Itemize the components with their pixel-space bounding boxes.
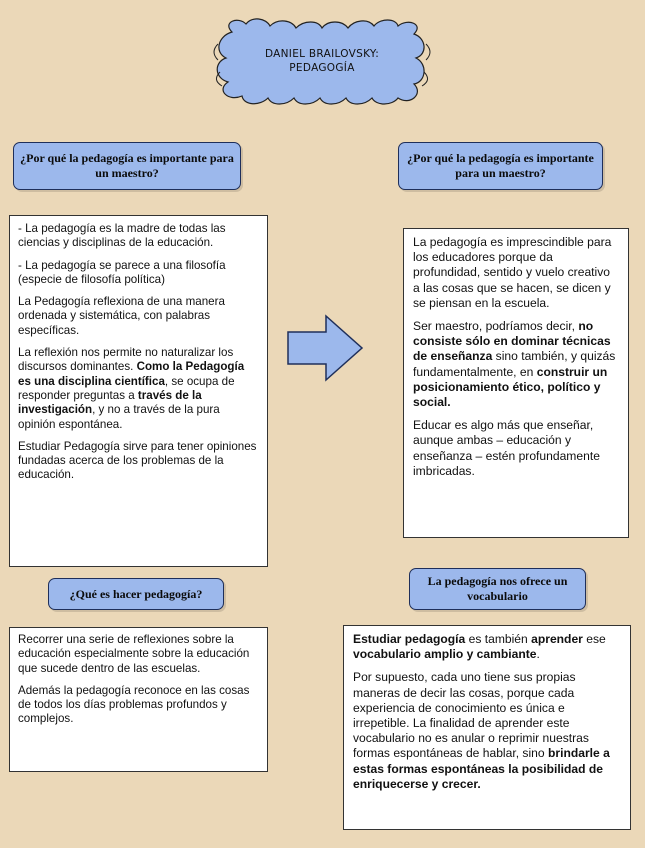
- right-header: ¿Por qué la pedagogía es importante para un maestro?: [398, 142, 603, 190]
- left-p1: - La pedagogía es la madre de todas las ciencias y disciplinas de la educación.: [18, 222, 226, 250]
- right-content-box: [403, 228, 629, 538]
- left-p3: La Pedagogía reflexiona de una manera ordenada y sistemática, con palabras específicas.: [18, 295, 225, 337]
- bottom-left-content-box: [9, 627, 268, 772]
- left-p4: La reflexión nos permite no naturalizar los discursos dominantes. Como la Pedagogía es una disciplina científica, se ocupa de responder preguntas a través de la investigación, y no a través de la pura opinión espontánea.: [18, 346, 245, 431]
- right-arrow-icon: [286, 314, 364, 387]
- right-p1: La pedagogía es imprescindible para los educadores porque da profundidad, sentido y vuelo creativo a las cosas que se hacen, se dicen y se piensan en la escuela.: [413, 235, 612, 310]
- left-p5: Estudiar Pedagogía sirve para tener opiniones fundadas acerca de los problemas de la educación.: [18, 439, 257, 482]
- left-p2: - La pedagogía se parece a una filosofía (especie de filosofía política): [18, 258, 226, 286]
- bottom-left-header: ¿Qué es hacer pedagogía?: [48, 578, 224, 610]
- title-banner: [208, 14, 436, 108]
- bottom-left-p2: Además la pedagogía reconoce en las cosas de todos los días problemas profundos y complejos.: [18, 683, 250, 726]
- page-title: DANIEL BRAILOVSKY: PEDAGOGÍA: [264, 48, 380, 74]
- left-content-box: [9, 215, 268, 567]
- bottom-left-p1: Recorrer una serie de reflexiones sobre la educación especialmente sobre la educación que sucede dentro de las escuelas.: [18, 633, 250, 675]
- left-header: ¿Por qué la pedagogía es importante para un maestro?: [13, 142, 241, 190]
- bottom-right-header: La pedagogía nos ofrece un vocabulario: [409, 568, 586, 610]
- right-p3: Educar es algo más que enseñar, aunque ambas – educación y enseñanza – estén profundamente imbricadas.: [413, 418, 600, 478]
- bottom-right-content-box: [343, 625, 631, 830]
- bottom-right-p1: Estudiar pedagogía es también aprender ese vocabulario amplio y cambiante.: [353, 632, 606, 662]
- bottom-right-p2: Por supuesto, cada uno tiene sus propias maneras de decir las cosas, porque cada experiencia de conocimiento es única e irrepetible. La finalidad de aprender este vocabulario no es anular o reprimir nuestras formas espontáneas de hablar, sino brindarle a estas formas espontáneas la posibilidad de enriquecerse y crecer.: [353, 670, 610, 791]
- right-p2: Ser maestro, podríamos decir, no consiste sólo en dominar técnicas de enseñanza sino también, y quizás fundamentalmente, en construir un posicionamiento ético, político y social.: [413, 319, 616, 410]
